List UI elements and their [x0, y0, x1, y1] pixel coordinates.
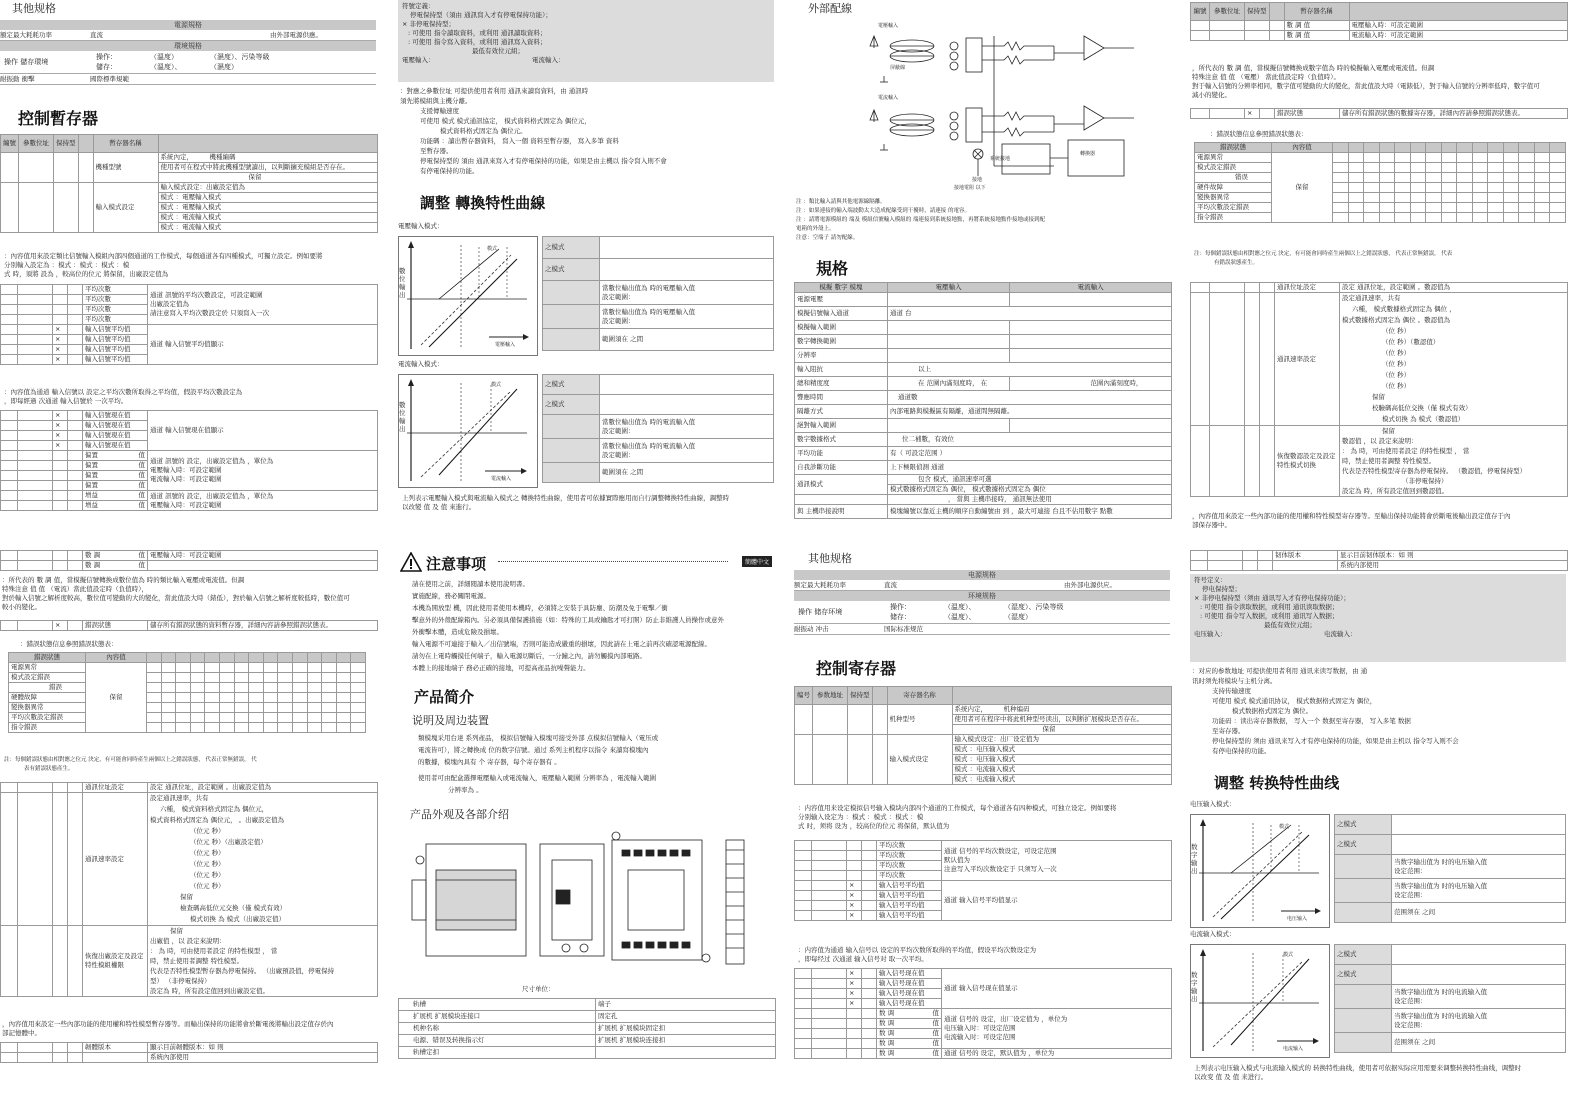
voltage-mode-label: 電壓輸入模式：: [398, 222, 444, 230]
p5-gain-note: ：所代表的 數 調 值，當模擬信號轉換成數位值為 時的類比輸入電壓或電流值。但調 特殊注意 值 值 （電流）當此值設定時（負值時）， 對於輸入信號之解析度較高，數位值可變動的大的變化，當此值設大時（錶低），對於輸入信號之解析度較低時，數位值可 較小的變化。: [2, 576, 350, 611]
adjust-curve-title: 調整 轉換特性曲線: [420, 194, 546, 212]
spec-table: 模擬 數字 模塊 電壓輸入 電流輸入 電源電壓 模擬信號輸入通道 通道 台 模擬輸入範圍 數字轉換範圍 分辨率 輸入阻抗 以上 總和精度度 在 范圍內滿刻度時， 在 范圍內滿刻度時， 響應時間 通道數 隔離方式 內部電路與模擬區有隔離，通道間無隔離。 絕對輸入範圍 數字數據格式 位二補數，有效位 平均功能 有（ 可設定范围 ） 自我診斷功能 上下極限偵測 通道 通訊模式 包含 模式，通訊速率可選 模式數據格式固定為 偶位， 模式數據格式固定為 偶位 ， 當與 主機串接時， 通訊無法使用 與 主機串接說明 模塊編號以靠近主機的順序自動編號由 到 ，最大可連接 台且不佔用數字 點數: [794, 282, 1172, 519]
i-axis-x-label: 電流輸入: [491, 476, 512, 482]
page-1: [0, 0, 378, 540]
env-spec-bar: 環境規格: [0, 41, 376, 51]
p5-comm-table: 通訊位址設定 設定 通訊位址，設定範圍 。出廠設定值為 通訊速率設定 設定通訊速率，共有 六種， 模式資料格式固定為 偶位元， 模式資料格式固定為 偶位元， 。出廠設定值為 （位元 秒） （位元 秒）（出廠設定值） （位元 秒） （位元 秒） （位元 秒） （位元 秒） 保留 檢查碼高低位元交換（僅 模式有效） 模式切換 為 模式（出廠設定值） 恢復出廠設定及設定特性模組權限 保留 出廠值 ，以 設定來說明： ： 為 時，可由使用者設定 的特性模型 ， 當 時，禁止使用者調整 特性模型。 代表是否特性模型暫存器為停電保持。 （出廠預設值，停電保持 型） （非停電保持） 設定為 時，所有設定值回到出廠設定值。: [0, 782, 378, 997]
page-4: 編號 參數位址 保持型 暫存器名稱 數 調 值 電壓輸入時：可設定範圍 數 調 值 電流輸入時：可設定範圍 ，所代表的 數 調 值，當模擬信號轉換成數字值為 時的模擬輸入電壓或電流值。但調 特殊注意 值 值 （電壓） 當此值設定時（負值時）。 對于輸入信號的分辨率相同，數字值可變動的大的變化，當此值設大時（電錶低），對于輸入信號的分辨率低時，數字值可 減小的變化。 × 錯誤狀態 儲存所有錯誤狀態的數據寄存器，詳細內容請參照錯誤狀態表。 ：錯誤狀態信息參照錯誤狀態表： 錯誤狀態 內容值 電源異常 保留 模式設定錯誤 错误 硬件故障 變換器異常 平均次數設定錯誤 指令錯誤 注：每個錯誤狀態由相對應之位元 決定，有可能會同時產生兩個以上之錯誤狀態， 代表正常無錯誤， 代表 有錯誤狀態產生。 通訊位址設定 設定 通訊位址，設定範圍 。數認值為 通訊速率設定 設定通訊速率，共有 六種， 模式數據格式固定為 偶位 ， 模式數據格式固定為 偶位 。數認值為 （位 秒） （位 秒）（數認值） （位 秒） （位 秒） （位 秒） （位 秒） 保留 校驗碼高低位交換（僅 模式有效） 模式切換 為 模式（數認值） 恢復數認設定及設定特性模式切換 保留 數認值 ，以 設定來說明： ： 為 時，可由使用者設定 的特性模型 ， 當 時，禁止使用者調整 特性模型。 代表是否特性模型寄存器為停電保持。 （數認值，停電保持型） （非停電保持） 設定為 時，所有設定值回到數認值。 ，內容值用來設定一些內部功能的使用權和特性模型寄存器等。至輸出保持功能將會於斷電後輸出設定值存于內 部保存器中。: [1190, 0, 1570, 540]
p7-control-title: 控制寄存器: [816, 659, 897, 678]
final-note: ，內容值用來設定一些內部功能的使用權和特性模型寄存器等。至輸出保持功能將會於斷電後輸出設定值存于內 部保存器中。: [1192, 512, 1511, 529]
page-5: 數 調 值 電壓輸入時：可設定範圍 數 調 值 ：所代表的 數 調 值，當模擬信號轉換成數位值為 時的類比輸入電壓或電流值。但調 特殊注意 值 值 （電流）當此值設定時（負值時）， 對於輸入信號之解析度較高，數位值可變動的大的變化，當此值設大時（錶低），對於輸入信號之解析度較低時，數位值可 較小的變化。 × 錯誤狀態 儲存所有錯誤狀態的資料暫存器，詳細內容請參照錯誤狀態表。 ：錯誤狀態信息參照錯誤狀態表： 錯誤狀態 內容值 電源異常 保留 模式設定錯誤 錯誤 硬體故障 變換器異常 平均次數設定錯誤 指令錯誤 註：每個錯誤狀態由相對應之位元 決定，有可能會同時產生兩個以上之錯誤狀態， 代表正常無錯誤， 代 表有錯誤狀態產生。 通訊位址設定 設定 通訊位址，設定範圍 。出廠設定值為 通訊速率設定 設定通訊速率，共有 六種， 模式資料格式固定為 偶位元， 模式資料格式固定為 偶位元， 。出廠設定值為 （位元 秒） （位元 秒）（出廠設定值） （位元 秒） （位元 秒） （位元 秒） （位元 秒） 保留 檢查碼高低位元交換（僅 模式有效） 模式切換 為 模式（出廠設定值） 恢復出廠設定及設定特性模組權限 保留 出廠值 ，以 設定來說明： ： 為 時，可由使用者設定 的特性模型 ， 當 時，禁止使用者調整 特性模型。 代表是否特性模型暫存器為停電保持。 （出廠預設值，停電保持 型） （非停電保持） 設定為 時，所有設定值回到出廠設定值。 ，內容值用來設定一些內部功能的使用權和特性模型暫存器等。而輸出保持的功能將會於斷電後將輸出設定值存於內 部記憶體中。 韌體版本 顯示目前韌體版本：如 則 系統內部使用: [0, 550, 378, 1108]
page-7: 其他规格 电源规格 额定最大耗耗功率 直流 由外部电源供应。 环境规格 操作 储存环境 操作： （温度）、 （湿度）、污染等级 储存： （温度）、 （湿度） 耐振动 冲击 国际标准规范 控制寄存器 编号 参数地址 保持型 寄存器名称 机种型号 系统内定， 机种编码 使用者可在程序中将此机种型号读出，以判断扩展模块是否存在。 保留 输入模式设定 输入模式设定：出厂设定值为 模式 ：电压输入模式 模式 ：电压输入模式 模式 ：电流输入模式 模式 ：电流输入模式 ：内容值用来设定模拟信号输入模块内部四个通道的工作模式，每个通道各有四种模式，可独立设定。例如要将 分别输入设定为 ：模式 ：模式 ：模式 ：模 式 时，须将 设为 ，较高位的位元 将保留，默认值为 平均次数 通道 信号的平均次数设定，可设定范围 默认值为 注意写入平均次数设定于 只须写入一次 平均次数 平均次数 平均次数 × 输入信号平均值 通道 输入信号平均值显示 × 输入信号平均值 × 输入信号平均值 × 输入信号平均值 ：内容值为通道 输入信号以 设定的平均次数所取得的平均值，假设平均次数设定为 ，即每经过 次通道 输入信号对 取一次平均。 × 输入信号现在值 通道 输入信号现在值显示 × 输入信号现在值 × 输入信号现在值 × 输入信号现在值 数 调 值 通道 信号的 设定，出厂设定值为 ，单位为 电压输入时：可设定范围 电流输入时：可设定范围 数 调 值 数 调 值 数 调 值 数 调 值 通道 信号的 设定，默认值为 ，单位为: [794, 550, 1174, 1108]
gain-top-table: 編號 參數位址 保持型 暫存器名稱 數 調 值 電壓輸入時：可設定範圍 數 調 值 電流輸入時：可設定範圍: [1190, 2, 1568, 41]
caution-header: 注意事项 簡體中文: [398, 550, 776, 574]
p7-current-table: × 输入信号现在值 通道 输入信号现在值显示 × 输入信号现在值 × 输入信号现在值 × 输入信号现在值 数 调 值 通道 信号的 设定，出厂设定值为 ，单位为 电压输入时：可设定范围 电流输入时：可设定范围 数 调 值 数 调 值 数 调 值 数 调 值 通道 信号的 设定，默认值为 ，单位为: [794, 968, 1172, 1059]
p7-average-table: 平均次数 通道 信号的平均次数设定，可设定范围 默认值为 注意写入平均次数设定于 只须写入一次 平均次数 平均次数 平均次数 × 输入信号平均值 通道 输入信号平均值显示 × 输入信号平均值 × 输入信号平均值 × 输入信号平均值: [794, 840, 1172, 921]
control-register-title: 控制暫存器: [18, 109, 99, 128]
other-specs-heading: 其他规格: [12, 2, 56, 15]
intro-text: 類模塊采用台達 系列產品， 模拟信號輸入模塊可接受外部 点模拟信號輸入（電压或 電流皆可），將之轉換成 位的数字信號。通过 系列主机程序以指令 來讀寫模塊內 的數據，模塊內具有 个 寄存器，每个寄存器有 。 使用者可由配盒選擇電壓輸入或電流輸入，電壓輸入範圍 分辨率為 ，電流輸入範圍 分辨率為 。: [418, 734, 659, 794]
spec-title: 規格: [816, 259, 849, 278]
p8-comm-notes: ：对应的参数地址 可提供使用者利用 通讯来读写数据，由 通 讯时须先将模块与主机分离。 支持传输速度 可使用 模式 模式通讯协议， 模式数据格式固定为 偶位， 模式数据格式固定为 偶位。 功能码 ：读出寄存器数据， 写入一个 数据至寄存器， 写入多笔 数据 至寄存器。 停电保持型的 须由 通讯来写入才有停电保持的功能，如果是由主机以 指令写入则不会 有停电保持的功能。: [1192, 667, 1459, 755]
rated-power-row: 額定最大耗耗功率 直流 由外部電源供應。: [0, 30, 376, 41]
current-input-label: 電流輸入: [878, 95, 899, 101]
communication-notes: ：對應之參數位址 可提供使用者利用 通訊來讀寫資料，由 通訊時 須先將模組與主機分離。 支援傳輸速度 可使用 模式 模式通訊協定， 模式資料格式固定為 偶位元， 模式資料格式固定為 偶位元。 功能碼 ：讀出暫存器資料， 寫入一個 資料至暫存器， 寫入多筆 資料 至暫存器。 停電保持型的 須由 通訊來寫入才有停電保持的功能，如果是由主機以 指令寫入則不會 有停電保持的功能。: [400, 87, 667, 175]
wiring-notes: 注 ：類比輸入請與其他電源線隔離。 注 ：如果連接的輸入端波動太大造成配線受到干擾時，請連接 的電容。 注 ：請將電源模組的 端及 模組信號輸入模組的 端連接到系統接地點，再將系統接地點作接地或接到配 電箱的外殼上。 注意：空端子 請勿配線。: [796, 199, 1045, 241]
average-note: ：內容值為通道 輸入信號以 設定之平均次數所取得之平均值，假設平均次數設定為 ，即每經過 次通道 輸入信號於 一次平均。: [4, 388, 243, 405]
current-value-table: × 輸入信號現在值 通道 輸入信號現在值顯示 × 輸入信號現在值 × 輸入信號現在值 × 輸入信號現在值 偏置 值 通道 訊號的 設定，出廠設定值為 ，單位為 電壓輸入時：可設定範圍 電流輸入時：可設定範圍 偏置 值 偏置 值 偏置 值 增益 值 通道 訊號的 設定，出廠設定值為 ，單位為 電壓輸入時：可設定範圍 增益 值: [0, 410, 378, 511]
p8-fw-table: 韧体版本 显示目前韧体版本：如 则 系统内部使用: [1190, 550, 1568, 571]
page-6: [398, 550, 776, 1108]
p7-control-table: 编号 参数地址 保持型 寄存器名称 机种型号 系统内定， 机种编码 使用者可在程序中将此机种型号读出，以判断扩展模块是否存在。 保留 输入模式设定 输入模式设定：出厂设定值为 模式 ：电压输入模式 模式 ：电压输入模式 模式 ：电流输入模式 模式 ：电流输入模式: [794, 686, 1172, 785]
v-axis-x-label: 電壓輸入: [495, 342, 516, 348]
voltage-curve-svg: [399, 237, 537, 355]
page-2: [398, 0, 776, 540]
converter-label: 轉換器: [1080, 151, 1096, 157]
v-axis-y-label: 數位輸出: [399, 267, 406, 299]
vibration-row: 耐振動 衝擊 國際標準規範: [0, 74, 376, 85]
page-3: 外部配線 電壓輸入 電流輸入 屏蔽線 轉換器 接地 接地電阻 以下 系統接地 注 ：類比輸入請與其他電源線隔離。 注 ：如果連接的輸入端波動太大造成配線受到干擾時，請連接 的電容。 注 ：請將電源模組的 端及 模組信號輸入模組的 端連接到系統接地點，再將系統接地點作接地或接到配 電箱的外殼上。 注意：空端子 請勿配線。 規格 模擬 數字 模塊 電壓輸入 電流輸入 電源電壓 模擬信號輸入通道 通道 台 模擬輸入範圍 數字轉換範圍 分辨率 輸入阻抗 以上 總和精度度 在 范圍內滿刻度時， 在 范圍內滿刻度時， 響應時間 通道數 隔離方式 內部電路與模擬區有隔離，通道間無隔離。 絕對輸入範圍 數字數據格式 位二補數，有效位 平均功能 有（ 可設定范围 ） 自我診斷功能 上下極限偵測 通道 通訊模式 包含 模式，通訊速率可選 模式數據格式固定為 偶位， 模式數據格式固定為 偶位 ， 當與 主機串接時， 通訊無法使用 與 主機串接說明 模塊編號以靠近主機的順序自動編號由 到 ，最大可連接 台且不佔用數字 點數: [794, 0, 1174, 540]
control-register-table: 編號 參數位址 保持型 暫存器名稱 機種型號 系統內定， 機種編碼 使用者可在程式中將此機種型號讀出，以判斷擴充模組是否存在。 保留 輸入模式設定 輸入模式設定：出廠設定值為 模式 ：電壓輸入模式 模式 ：電壓輸入模式 模式 ：電流輸入模式 模式 ：電流輸入模式: [0, 134, 378, 233]
current-curve-svg: [399, 375, 537, 487]
p5-error-table: 錯誤狀態 內容值 電源異常 保留 模式設定錯誤 錯誤 硬體故障 變換器異常 平均次數設定錯誤 指令錯誤: [8, 652, 366, 733]
voltage-input-label: 電壓輸入: [878, 23, 899, 29]
p8-curve-note: 上列表示电压输入模式与电流输入模式的 转换特性曲线，使用者可依据实际应用需要来调整转换特性曲线，调整时 以改变 值 及 值 来进行。: [1194, 1064, 1522, 1081]
symbol-definition-box: 符號定義： 停電保持型（須由 通訊寫入才有停電保持功能）； × 非停電保持型； : 可使用 指令讀取資料，或利用 通訊讀取資料； : 可使用 指令寫入資料，或利用 通訊寫入資料； 最低有效位元組； 電壓輸入： 電流輸入：: [398, 0, 774, 82]
voltage-side-table: 之模式 之模式 當數位輸出值為 時的電壓輸入值 設定範圍： 當數位輸出值為 時的電壓輸入值 設定範圍： 範圍須在 之間: [542, 236, 774, 351]
p8-current-graph: 数字输出 电流输入 模式: [1190, 944, 1330, 1058]
p5-error-note: 註：每個錯誤狀態由相對應之位元 決定，有可能會同時產生兩個以上之錯誤狀態， 代表正常無錯誤， 代 表有錯誤狀態產生。: [4, 757, 257, 772]
p8-voltage-side-table: 之模式 之模式 当数字输出值为 时的电压输入值 设定范围： 当数字输出值为 时的电压输入值 设定范围： 范围须在 之间: [1334, 814, 1566, 923]
error-note: 注：每個錯誤狀態由相對應之位元 決定，有可能會同時產生兩個以上之錯誤狀態， 代表正常無錯誤， 代表 有錯誤狀態產生。: [1194, 251, 1453, 266]
p5-fw-table: 韌體版本 顯示目前韌體版本：如 則 系統內部使用: [0, 1042, 378, 1063]
p8-symbol-box: 符号定义： 停电保持型； × 非停电保持型（须由 通讯写入才有停电保持功能）； : 可使用 指令读取数据，或利用 通讯读取数据； : 可使用 指令写入数据，或利用 通讯写入数据； 最低有效位元组； 电压输入： 电流输入：: [1190, 574, 1566, 662]
external-wiring-title: 外部配線: [808, 2, 852, 15]
p8-voltage-graph: 数字输出 电压输入 模式: [1190, 814, 1330, 928]
page-8: 韧体版本 显示目前韧体版本：如 则 系统内部使用 符号定义： 停电保持型； × 非停电保持型（须由 通讯写入才有停电保持功能）； : 可使用 指令读取数据，或利用 通讯读取数据； : 可使用 指令写入数据，或利用 通讯写入数据； 最低有效位元组； 电压输入： 电流输入： ：对应的参数地址 可提供使用者利用 通讯来读写数据，由 通 讯时须先将模块与主机分离。 支持传输速度 可使用 模式 模式通讯协议， 模式数据格式固定为 偶位， 模式数据格式固定为 偶位。 功能码 ：读出寄存器数据， 写入一个 数据至寄存器， 写入多笔 数据 至寄存器。 停电保持型的 须由 通讯来写入才有停电保持的功能，如果是由主机以 指令写入则不会 有停电保持的功能。 调整 转换特性曲线 电压输入模式： 数字输出 电压输入 模式 之模式 之模式 当数字输出值为 时的电压输入值 设定范围： 当数字输出值为 时的电压输入值 设定范围： 范围须在 之间 电流输入模式： 数字输出 电流输入 模式 之模式 之模式 当数字输出值为 时的电流输入值 设定范围： 当数字输出值为 时的电流输入值 设定范围： 范围须在 之间 上列表示电压输入模式与电流输入模式的 转换特性曲线，使用者可依据实际应用需要来调整转换特性曲线，调整时 以改变 值 及 值 来进行。: [1190, 550, 1570, 1108]
average-table: 平均次數 通道 訊號的平均次數設定，可設定範圍 出廠設定值為 請注意寫入平均次數設定於 只須寫入一次 平均次數 平均次數 平均次數 × 輸入信號平均值 通道 輸入信號平均值顯示 × 輸入信號平均值 × 輸入信號平均值 × 輸入信號平均值: [0, 284, 378, 365]
current-side-table: 之模式 之模式 當數位輸出值為 時的電流輸入值 設定範圍： 當數位輸出值為 時的電流輸入值 設定範圍： 範圍須在 之間: [542, 374, 774, 483]
intro-subtitle: 说明及周边装置: [412, 714, 489, 727]
dimension-unit: 尺寸单位：: [522, 985, 555, 993]
p5-final-note: ，內容值用來設定一些內部功能的使用權和特性模型暫存器等。而輸出保持的功能將會於斷電後將輸出設定值存於內 部記憶體中。: [2, 1020, 334, 1037]
p8-adjust-title: 调整 转换特性曲线: [1214, 774, 1340, 792]
language-tag: 簡體中文: [742, 556, 772, 567]
error-status-table: 錯誤狀態 內容值 電源異常 保留 模式設定錯誤 错误 硬件故障 變換器異常 平均次數設定錯誤 指令錯誤: [1194, 142, 1566, 223]
env-row: 操作 儲存環境 操作： （溫度） （濕度）、污染等級 儲存： （溫度）、 （濕度）: [0, 51, 376, 74]
intro-title: 产品简介: [414, 688, 475, 706]
wiring-diagram: [854, 16, 1154, 192]
p8-current-side-table: 之模式 之模式 当数字输出值为 时的电流输入值 设定范围： 当数字输出值为 时的电流输入值 设定范围： 范围须在 之间: [1334, 944, 1566, 1053]
shield-label: 屏蔽線: [890, 65, 906, 71]
warning-triangle-icon: [400, 552, 422, 572]
p5-gain-table: 數 調 值 電壓輸入時：可設定範圍 數 調 值: [0, 550, 378, 571]
current-mode-label: 電流輸入模式：: [398, 360, 444, 368]
input-mode-note: ：內容值用來設定類比信號輸入模組內部四個通道的工作模式，每個通道各有四種模式，可獨立設定。例如要將 分別輸入設定為 ：模式 ：模式 ：模式 ：模 式 時，須將 設為 ，較高位的位元 將保留，出廠設定值為: [4, 252, 323, 278]
p7-other-specs: 其他规格: [808, 552, 852, 565]
comm-table: 通訊位址設定 設定 通訊位址，設定範圍 。數認值為 通訊速率設定 設定通訊速率，共有 六種， 模式數據格式固定為 偶位 ， 模式數據格式固定為 偶位 。數認值為 （位 秒） （位 秒）（數認值） （位 秒） （位 秒） （位 秒） （位 秒） 保留 校驗碼高低位交換（僅 模式有效） 模式切換 為 模式（數認值） 恢復數認設定及設定特性模式切換 保留 數認值 ，以 設定來說明： ： 為 時，可由使用者設定 的特性模型 ， 當 時，禁止使用者調整 特性模型。 代表是否特性模型寄存器為停電保持。 （數認值，停電保持型） （非停電保持） 設定為 時，所有設定值回到數認值。: [1190, 282, 1568, 497]
gain-note: ，所代表的 數 調 值，當模擬信號轉換成數字值為 時的模擬輸入電壓或電流值。但調 特殊注意 值 值 （電壓） 當此值設定時（負值時）。 對于輸入信號的分辨率相同，數字值可變動的大的變化，當此值設大時（電錶低），對于輸入信號的分辨率低時，數字值可 減小的變化。: [1192, 64, 1540, 99]
current-curve-graph: 數位輸出 電流輸入 模式: [398, 374, 538, 488]
parts-table: 轨槽 端子 扩展机 扩展模块连接口 固定孔 机种名称 扩展机 扩展模块固定扣 电源、错误及转换指示灯 扩展机 扩展模块连接扣 轨槽定扣: [398, 998, 776, 1059]
power-spec-bar: 電源規格: [0, 20, 376, 30]
error-status-row: × 錯誤狀態 儲存所有錯誤狀態的數據寄存器，詳細內容請參照錯誤狀態表。: [1190, 108, 1568, 119]
voltage-curve-graph: 數位輸出 電壓輸入 模式: [398, 236, 538, 356]
outline-title: 产品外观及各部介绍: [410, 808, 509, 821]
curve-note: 上列表示電壓輸入模式與電流輸入模式之 轉換特性曲線，使用者可依據實際應用而自行調整轉換特性曲線，調整時 以改變 值 及 值 來進行。: [402, 494, 730, 511]
product-outline-drawing: [406, 830, 770, 970]
p5-error-row: × 錯誤狀態 儲存所有錯誤狀態的資料暫存器，詳細內容請參照錯誤狀態表。: [0, 620, 378, 631]
grounding-label: 接地: [972, 177, 983, 183]
caution-list: 請在使用之前，詳細閱讀本使用說明書。 實施配線，務必關閉電源。 本機為開放型 機，因此使用者使用本機時，必須將之安裝于具防塵、防潮及免于電擊／衝 擊意外的外殼配線箱內。另必須具備保護措施（如：特殊的工具或鑰匙才可打開）防止非維護人員操作或意外 外衝擊本體，造成危險及損壞。 輸入電源不可連接于輸入／出信號端，否則可能造成嚴重的損壞，因此請在上電之前再次確認電源配線。 請勿在上電時觸摸任何端子，輸入電源切斷后，一分鐘之內，請勿觸摸內部電路。 本體上的接地端子 務必正確的接地，可提高產品抗噪聲能力。: [412, 580, 724, 672]
